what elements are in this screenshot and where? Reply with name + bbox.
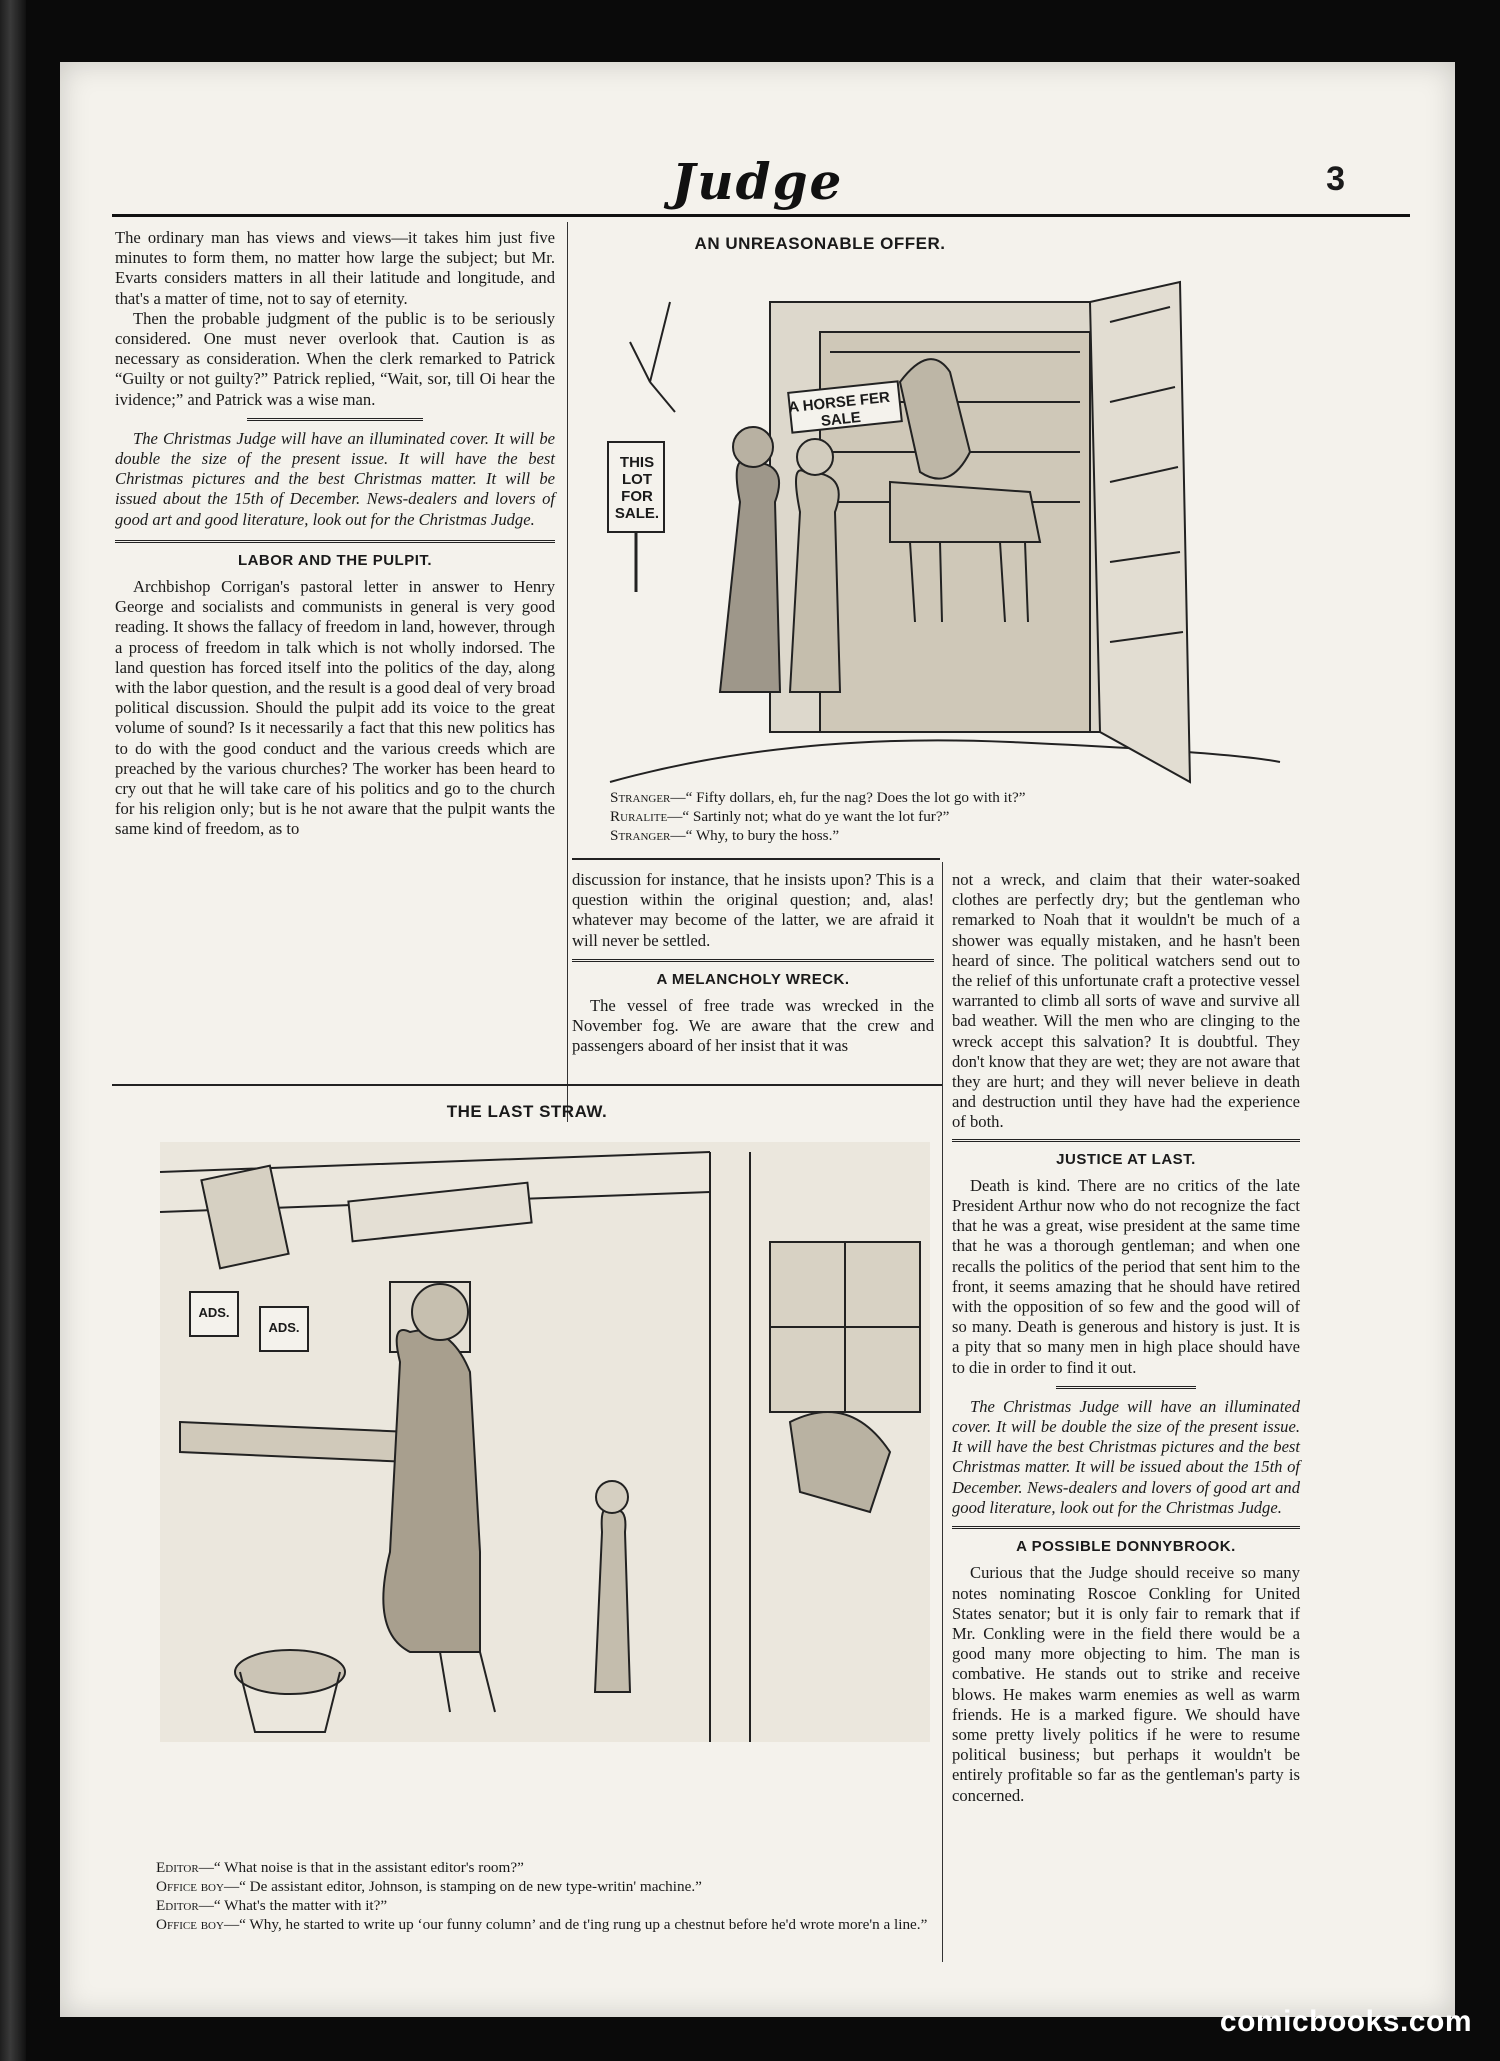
- cartoon-title-last-straw: THE LAST STRAW.: [446, 1102, 608, 1121]
- article-paragraph: The ordinary man has views and views—it takes him just five minutes to form them, no matter how large the subject; but Mr. Evarts considers matters in all their latitude and longitude, and that's a matter of time, not to say of eternity.: [115, 228, 555, 308]
- section-rule: [572, 858, 940, 860]
- ads-sign-left-text: ADS.: [198, 1305, 230, 1320]
- divider: [1056, 1386, 1195, 1389]
- binding-strip: [0, 0, 26, 2061]
- cartoon-caption-top: [610, 788, 1260, 845]
- caption-line: [610, 826, 1260, 845]
- site-watermark: comicbooks.com: [1219, 2005, 1472, 2038]
- speaker-label: Office boy: [156, 1878, 224, 1895]
- speaker-label: Editor: [156, 1897, 199, 1914]
- horse-barn-illustration: [590, 262, 1290, 822]
- cartoon-caption-bottom: [156, 1858, 936, 1934]
- caption-line: [156, 1915, 936, 1934]
- article-paragraph: not a wreck, and claim that their water-soaked clothes are perfectly dry; but the gentleman who remarked to Noah that it wouldn't be much of a shower was equally mistaken, and he hasn't been heard of since. The political watchers send out to the relief of this unfortunate craft a protective vessel warranted to climb all sorts of wave and survive all bad weather. Will the men who are clinging to the wreck accept this salvation? It is doubtful. They don't know that they are wet; they are not aware that they are hurt; and they will never believe in death and destruction until they have had the experience of both.: [952, 870, 1300, 1132]
- horse-for-sale-sign-text: A HORSE FER SALE: [787, 388, 891, 430]
- column-rule: [567, 222, 568, 1122]
- dialogue-text: —“ Why, he started to write up ‘our funny column’ and de t'ing rung up a chestnut before he'd wrote more'n a line.”: [223, 1916, 928, 1933]
- header-rule: [112, 214, 1410, 217]
- dialogue-text: —“ Sartinly not; what do ye want the lot fur?”: [667, 808, 950, 825]
- divider: [247, 418, 423, 421]
- middle-column: [572, 870, 934, 1057]
- speaker-label: Office boy: [156, 1916, 224, 1933]
- caption-line: [610, 807, 1260, 826]
- speaker-label: Stranger: [610, 789, 671, 806]
- masthead-title: Judge: [671, 152, 844, 211]
- editor-office-illustration: [150, 1132, 940, 1752]
- speaker-label: Ruralite: [610, 808, 668, 825]
- article-paragraph: discussion for instance, that he insists upon? This is a question within the original question; and, alas! whatever may become of the latter, we are afraid it will never be settled.: [572, 870, 934, 950]
- dialogue-text: —“ What noise is that in the assistant editor's room?”: [198, 1859, 524, 1876]
- dialogue-text: —“ De assistant editor, Johnson, is stamping on de new type-writin' machine.”: [223, 1878, 702, 1895]
- caption-line: [156, 1896, 936, 1915]
- section-rule: [112, 1084, 942, 1086]
- article-paragraph: Curious that the Judge should receive so many notes nominating Roscoe Conkling for United States senator; but it is only fair to remark that if Mr. Conkling were in the field there would be a good many more objecting to him. The man is combative. He stands out to strike and receive blows. He makes warm enemies as well as warm friends. He is a marked figure. We should have some pretty lively politics if he were to resume political business; but perhaps it wouldn't be entirely profitable so far as the gentleman's party is concerned.: [952, 1563, 1300, 1805]
- speaker-label: Editor: [156, 1859, 199, 1876]
- left-column: [115, 228, 555, 840]
- article-paragraph: The vessel of free trade was wrecked in the November fog. We are aware that the crew and passengers aboard of her insist that it was: [572, 996, 934, 1056]
- heading-possible-donnybrook: A POSSIBLE DONNYBROOK.: [952, 1526, 1300, 1557]
- newspaper-page: [60, 62, 1455, 2017]
- christmas-announcement: The Christmas Judge will have an illuminated cover. It will be double the size of the present issue. It will have the best Christmas pictures and the best Christmas matter. It will be issued about the 15th of December. News-dealers and lovers of good art and good literature, look out for the Christmas Judge.: [115, 428, 555, 529]
- article-paragraph: Archbishop Corrigan's pastoral letter in answer to Henry George and socialists and communists in general is very good reading. It shows the fallacy of freedom in land, however, through a process of freedom in talk which is not wholly indorsed. The land question has forced itself into the politics of the day, along with the labor question, and the result is a good deal of very broad political discussion. Should the pulpit add its voice to the great volume of sound? Is it necessarily a fact that this new politics has to do with the good conduct and the various creeds which are preached by the various churches? The worker has been heard to cry out that he will take care of his politics and go to the church for his religion only; but is he not aware that the pulpit wants the same kind of freedom, as to: [115, 577, 555, 839]
- caption-line: [156, 1877, 936, 1896]
- dialogue-text: —“ What's the matter with it?”: [198, 1897, 388, 1914]
- ads-sign-right-text: ADS.: [268, 1320, 300, 1335]
- caption-line: [156, 1858, 936, 1877]
- heading-melancholy-wreck: A MELANCHOLY WRECK.: [572, 959, 934, 990]
- cartoon-title-unreasonable-offer: AN UNREASONABLE OFFER.: [694, 234, 946, 253]
- dialogue-text: —“ Fifty dollars, eh, fur the nag? Does the lot go with it?”: [670, 789, 1026, 806]
- caption-line: [610, 788, 1260, 807]
- page-number: 3: [1326, 160, 1345, 198]
- right-column: [952, 870, 1300, 1806]
- article-paragraph: Death is kind. There are no critics of the late President Arthur now who do not recognize the fact that he was a great, wise president at the same time that he was a thorough gentleman; and when one recalls the politics of the period that sent him to the front, it seems amazing that he should have retired with the opposition of so few and the good will of so many. Death is generous and history is just. It is a pity that so many men in high place should have to die in order to find it out.: [952, 1175, 1300, 1377]
- article-paragraph: Then the probable judgment of the public is to be seriously considered. One must never overlook that. Caution is as necessary as consideration. When the clerk remarked to Patrick “Guilty or not guilty?” Patrick replied, “Wait, sor, till Oi hear the ividence;” and Patrick was a wise man.: [115, 308, 555, 409]
- christmas-announcement: The Christmas Judge will have an illuminated cover. It will be double the size of the present issue. It will have the best Christmas pictures and the best Christmas matter. It will be issued about the 15th of December. News-dealers and lovers of good art and good literature, look out for the Christmas Judge.: [952, 1396, 1300, 1517]
- lot-for-sale-sign-text: THIS LOT FOR SALE.: [614, 454, 660, 522]
- column-rule: [942, 862, 943, 1962]
- heading-labor-and-pulpit: LABOR AND THE PULPIT.: [115, 540, 555, 571]
- heading-justice-at-last: JUSTICE AT LAST.: [952, 1139, 1300, 1170]
- speaker-label: Stranger: [610, 827, 671, 844]
- dialogue-text: —“ Why, to bury the hoss.”: [670, 827, 840, 844]
